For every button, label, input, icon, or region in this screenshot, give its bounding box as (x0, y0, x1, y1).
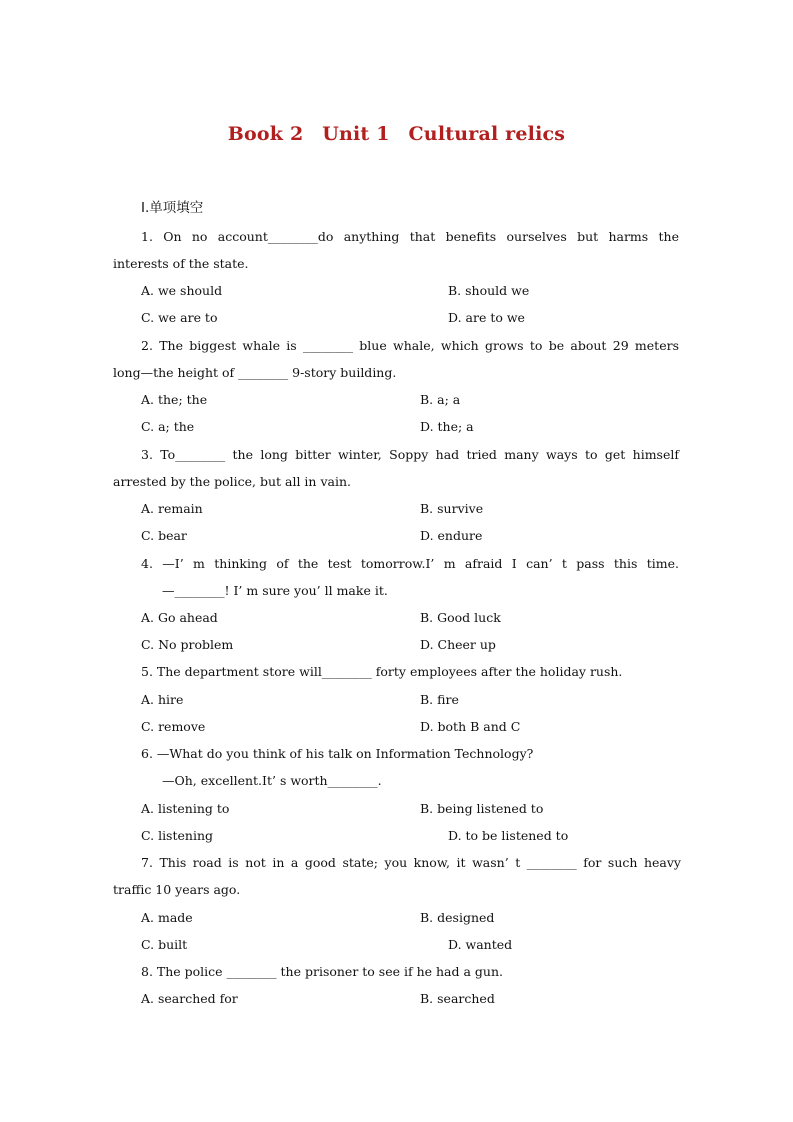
title-unit: Unit 1 (322, 123, 390, 145)
question-1-option-a: A. we should (141, 283, 223, 298)
question-6-option-c: C. listening (141, 828, 213, 843)
question-2-stem-line-1: 2. The biggest whale is ________ blue whale, which grows to be about 29 meters (141, 338, 679, 353)
question-7-stem-line-2: traffic 10 years ago. (113, 882, 241, 897)
question-8-stem-line-1: 8. The police ________ the prisoner to see if he had a gun. (141, 964, 503, 979)
section-heading: Ⅰ.单项填空 (141, 200, 204, 216)
question-8-option-a: A. searched for (141, 991, 238, 1006)
document-title (0, 123, 793, 145)
question-1-option-c: C. we are to (141, 310, 218, 325)
title-book: Book 2 (227, 123, 304, 145)
question-5-option-b: B. fire (420, 692, 459, 707)
question-4-option-b: B. Good luck (420, 610, 501, 625)
question-1-stem-line-2: interests of the state. (113, 256, 249, 271)
question-5-option-c: C. remove (141, 719, 206, 734)
question-4-stem-line-2: —________! I’ m sure you’ ll make it. (162, 583, 388, 598)
question-6-stem-line-2: —Oh, excellent.It’ s worth________. (162, 773, 382, 788)
question-5-option-a: A. hire (141, 692, 184, 707)
question-2-option-a: A. the; the (141, 392, 208, 407)
question-1-option-b: B. should we (448, 283, 530, 298)
question-1-stem-line-1: 1. On no account________do anything that benefits ourselves but harms the (141, 229, 679, 244)
question-2-option-c: C. a; the (141, 419, 195, 434)
question-3-option-d: D. endure (420, 528, 483, 543)
question-2-option-b: B. a; a (420, 392, 461, 407)
question-4-option-c: C. No problem (141, 637, 234, 652)
question-3-stem-line-2: arrested by the police, but all in vain. (113, 474, 351, 489)
question-3-stem-line-1: 3. To________ the long bitter winter, Soppy had tried many ways to get himself (141, 447, 679, 462)
question-7-option-b: B. designed (420, 910, 495, 925)
question-6-option-d: D. to be listened to (448, 828, 569, 843)
question-7-stem-line-1: 7. This road is not in a good state; you know, it wasn’ t ________ for such heavy (141, 855, 681, 870)
title-topic: Cultural relics (408, 123, 566, 145)
question-8-option-b: B. searched (420, 991, 495, 1006)
question-5-stem-line-1: 5. The department store will________ forty employees after the holiday rush. (141, 664, 623, 679)
question-4-option-a: A. Go ahead (141, 610, 218, 625)
question-3-option-b: B. survive (420, 501, 484, 516)
question-2-option-d: D. the; a (420, 419, 474, 434)
question-7-option-d: D. wanted (448, 937, 513, 952)
question-6-stem-line-1: 6. —What do you think of his talk on Information Technology? (141, 746, 534, 761)
question-4-stem-line-1: 4. —I’ m thinking of the test tomorrow.I’ m afraid I can’ t pass this time. (141, 556, 679, 571)
question-1-option-d: D. are to we (448, 310, 525, 325)
question-7-option-c: C. built (141, 937, 188, 952)
question-7-option-a: A. made (141, 910, 193, 925)
question-6-option-a: A. listening to (141, 801, 230, 816)
question-3-option-c: C. bear (141, 528, 187, 543)
question-6-option-b: B. being listened to (420, 801, 544, 816)
question-3-option-a: A. remain (141, 501, 203, 516)
question-5-option-d: D. both B and C (420, 719, 521, 734)
question-2-stem-line-2: long—the height of ________ 9-story building. (113, 365, 397, 380)
question-4-option-d: D. Cheer up (420, 637, 496, 652)
